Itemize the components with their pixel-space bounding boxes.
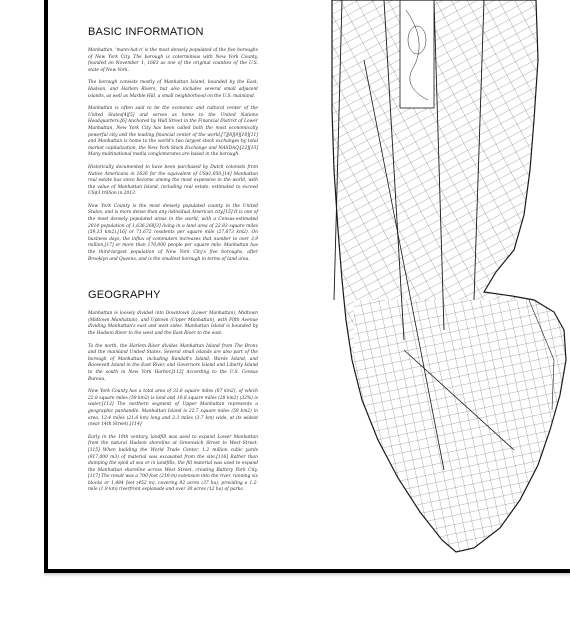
street-grid: [324, 0, 570, 560]
geography-title: GEOGRAPHY: [88, 289, 161, 302]
basic-information-title: BASIC INFORMATION: [88, 26, 204, 38]
basic-paragraph-1: Manhattan, 'mann-hat-n' is the most densely populated of the five boroughs of New York City. The borough is coterminous with New York County, founded on November 1, 1683 as one of the original counties of the U.S. state of New York.: [88, 48, 258, 73]
geography-paragraph-3: New York County has a total area of 33.6 square miles (87 km2), of which 22.8 square miles (59 km2) is land and 10.8 square miles (28 km2) (32%) is water.[113] The northern segment of Upper Manhattan represents a geographic panhandle. Manhattan Island is 22.7 square miles (59 km2) in area, 13.4 miles (21.6 km) long and 2.3 miles (3.7 km) wide, at its widest (near 14th Street).[114]: [88, 389, 258, 428]
text-column: [88, 26, 258, 500]
basic-paragraph-2: The borough consists mostly of Manhattan Island, bounded by the East, Hudson, and Harlem Rivers, but also includes several small adjacent islands, as well as Marble Hill, a small neighborhood on the U.S. mainland.: [88, 80, 258, 99]
geography-paragraph-4: Early in the 19th century, landfill was used to expand Lower Manhattan from the natural Hudson shoreline at Greenwich Street to West Street.[115] When building the World Trade Center, 1.2 million cubic yards (917,000 m3) of material was excavated from the site.[116] Rather than dumping the spoil at sea or in landfills, the fill material was used to expand the Manhattan shoreline across West Street, creating Battery Park City.[117] The result was a 700-foot (210-m) extension into the river, running six blocks or 1,484 feet (452 m), covering 92 acres (37 ha), providing a 1.2-mile (1.9 km) riverfront esplanade and over 30 acres (12 ha) of parks.: [88, 434, 258, 493]
poster-shadow: [44, 573, 570, 577]
basic-paragraph-3: Manhattan is often said to be the economic and cultural center of the United States[4][5] and serves as home to the United Nations Headquarters.[6] Anchored by Wall Street in the Financial District of Lower Manhattan, New York City has been called both the most economically powerful city and the leading financial center of the world,[7][8][9][10][11] and Manhattan is home to the world's two largest stock exchanges by total market capitalization, the New York Stock Exchange and NASDAQ.[12][13] Many multinational media conglomerates are based in the borough.: [88, 106, 258, 158]
basic-paragraph-5: New York County is the most densely populated county in the United States, and is more dense than any individual American city.[15] It is one of the most densely populated areas in the world, with a Census-estimated 2014 population of 1,636,268[3] living in a land area of 22.83 square miles (59.13 km2),[16] or 71,672 residents per square mile (27,673 km2). On business days, the influx of commuters increases that number to over 3.9 million,[17] or more than 170,000 people per square mile. Manhattan has the third-largest population of New York City's five boroughs, after Brooklyn and Queens, and is the smallest borough in terms of land area.: [88, 203, 258, 262]
geography-paragraph-2: To the north, the Harlem River divides Manhattan Island from The Bronx and the mainland United States. Several small islands are also part of the borough of Manhattan, including Randall's Island, Wards Island, and Roosevelt Island in the East River, and Governors Island and Liberty Island to the south in New York Harbor.[112] According to the U.S. Census Bureau,: [88, 343, 258, 382]
basic-paragraph-4: Historically documented to have been purchased by Dutch colonists from Native Americans in 1626 for the equivalent of US$1,050,[14] Manhattan real estate has since become among the most expensive in the world, with the value of Manhattan Island, including real estate, estimated to exceed US$3 trillion in 2013.: [88, 164, 258, 197]
manhattan-street-map: [324, 0, 570, 560]
geography-paragraph-1: Manhattan is loosely divided into Downtown (Lower Manhattan), Midtown (Midtown Manhattan), and Uptown (Upper Manhattan), with Fifth Avenue dividing Manhattan's east and west sides. Manhattan Island is bounded by the Hudson River to the west and the East River to the east.: [88, 311, 258, 336]
